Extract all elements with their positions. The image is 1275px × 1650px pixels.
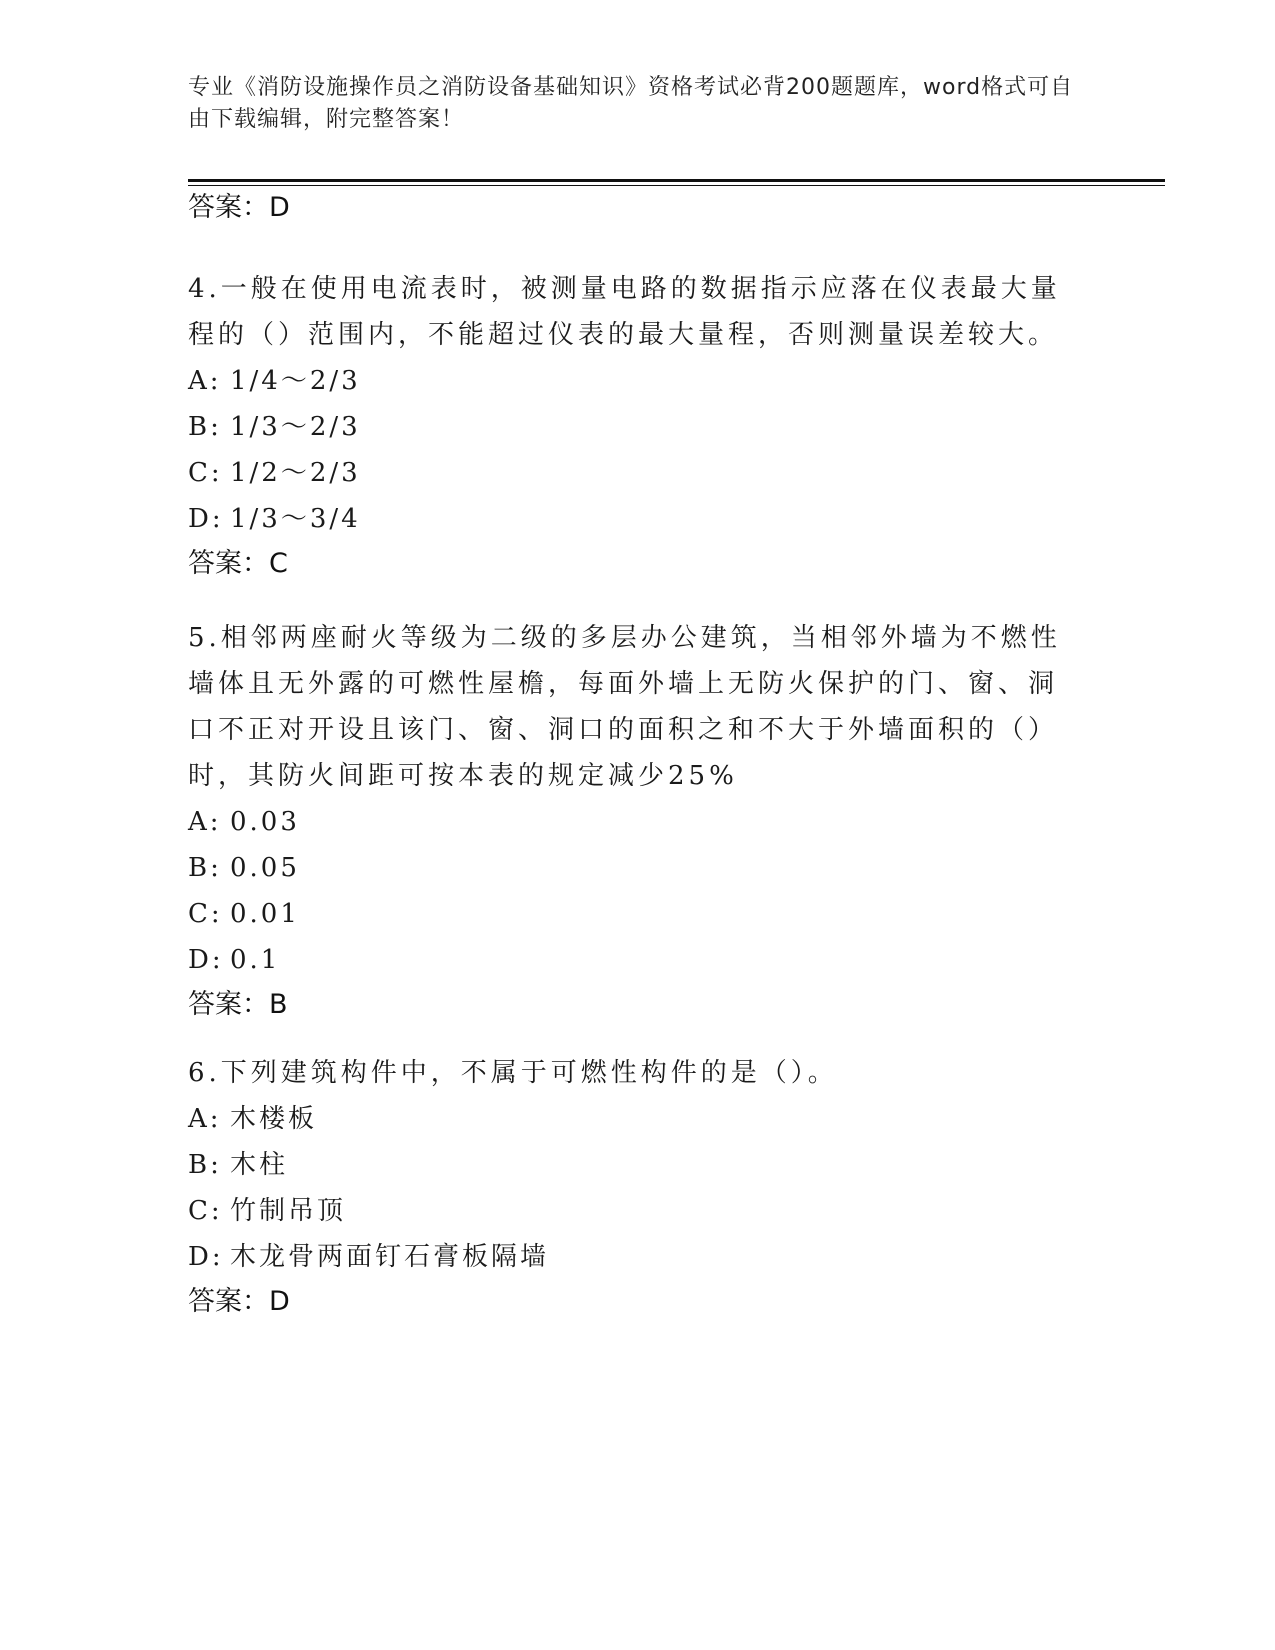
option-c <box>188 891 1088 937</box>
option-letter: C: <box>188 899 223 929</box>
option-value: 木龙骨两面钉石膏板隔墙 <box>230 1242 550 1272</box>
option-letter: B: <box>188 853 222 883</box>
option-d <box>188 937 1088 983</box>
option-c <box>188 1188 1088 1234</box>
option-value: 1/2～2/3 <box>230 458 361 488</box>
option-letter: A: <box>188 1104 222 1134</box>
option-letter: A: <box>188 807 222 837</box>
option-value: 1/3～3/4 <box>230 504 361 534</box>
question-text: 6.下列建筑构件中，不属于可燃性构件的是（）。 <box>188 1058 838 1088</box>
option-b <box>188 404 1088 450</box>
option-value: 1/4～2/3 <box>230 366 361 396</box>
header-rule-thin <box>188 185 1165 186</box>
option-value: 0.05 <box>230 853 300 883</box>
option-b <box>188 845 1088 891</box>
option-d <box>188 496 1088 542</box>
option-letter: C: <box>188 1196 223 1226</box>
option-a <box>188 799 1088 845</box>
answer: 答案：B <box>188 989 288 1020</box>
option-letter: B: <box>188 412 222 442</box>
option-letter: C: <box>188 458 223 488</box>
question-6 <box>188 1050 1088 1322</box>
question-text: 4.一般在使用电流表时，被测量电路的数据指示应落在仪表最大量程的（）范围内，不能超过仪表的最大量程，否则测量误差较大。 <box>188 274 1061 350</box>
option-value: 木楼板 <box>230 1104 318 1134</box>
option-value: 0.03 <box>230 807 300 837</box>
option-value: 1/3～2/3 <box>230 412 361 442</box>
option-letter: A: <box>188 366 222 396</box>
option-letter: D: <box>188 945 224 975</box>
option-letter: D: <box>188 504 224 534</box>
header-rule-thick <box>188 179 1165 182</box>
option-a <box>188 358 1088 404</box>
question-text: 5.相邻两座耐火等级为二级的多层办公建筑，当相邻外墙为不燃性墙体且无外露的可燃性屋檐，每面外墙上无防火保护的门、窗、洞口不正对开设且该门、窗、洞口的面积之和不大于外墙面积的（）时，其防火间距可按本表的规定减少25% <box>188 623 1061 791</box>
document-header: 专业《消防设施操作员之消防设备基础知识》资格考试必背200题题库，word格式可自由下载编辑，附完整答案！ <box>188 75 1074 132</box>
answer: 答案：D <box>188 1286 290 1317</box>
question-5 <box>188 615 1088 1025</box>
option-b <box>188 1142 1088 1188</box>
answer: 答案：C <box>188 548 288 579</box>
answer-prev: 答案：D <box>188 192 290 223</box>
option-value: 0.01 <box>230 899 300 929</box>
option-value: 木柱 <box>230 1150 289 1180</box>
option-value: 0.1 <box>230 945 281 975</box>
option-d <box>188 1234 1088 1280</box>
option-letter: D: <box>188 1242 224 1272</box>
option-c <box>188 450 1088 496</box>
question-4 <box>188 266 1088 584</box>
option-letter: B: <box>188 1150 222 1180</box>
option-a <box>188 1096 1088 1142</box>
option-value: 竹制吊顶 <box>230 1196 347 1226</box>
